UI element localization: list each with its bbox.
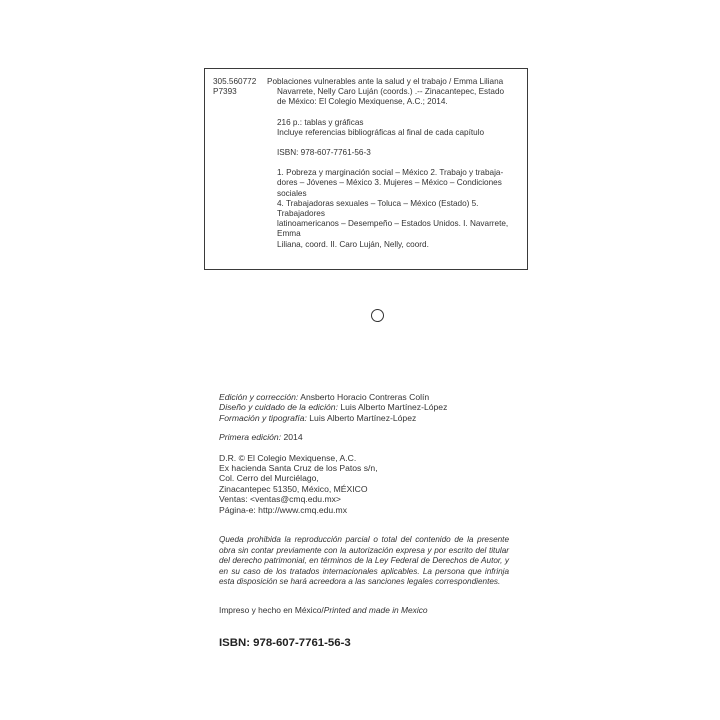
publisher-address [219, 453, 519, 515]
catalog-title-line: Poblaciones vulnerables ante la salud y el trabajo / Emma Liliana [267, 77, 504, 86]
credit-formacion-value: Luis Alberto Martínez-López [309, 412, 417, 423]
credits-section [219, 392, 519, 515]
catalog-title-cont-1: Navarrete, Nelly Caro Luján (coords.) .-- Zinacantepec, Estado [277, 87, 505, 97]
catalog-entry [267, 77, 521, 250]
publisher-sales-email: Ventas: <ventas@cmq.edu.mx> [219, 494, 341, 505]
catalog-subject-5: Liliana, coord. II. Caro Luján, Nelly, coord. [277, 239, 429, 249]
credit-diseno-value: Luis Alberto Martínez-López [340, 402, 448, 413]
printed-in-spanish: Impreso y hecho en México/ [219, 605, 324, 615]
printed-in-english: Printed and made in Mexico [323, 605, 428, 615]
catalog-subject-3: 4. Trabajadoras sexuales – Toluca – México (Estado) 5. Trabajadores [277, 198, 479, 219]
publisher-line-4: Zinacantepec 51350, México, MÉXICO [219, 483, 368, 494]
credit-edicion [219, 392, 519, 402]
call-number-block [213, 77, 273, 97]
catalog-pages: 216 p.: tablas y gráficas [277, 117, 364, 127]
publisher-line-2: Ex hacienda Santa Cruz de los Patos s/n, [219, 463, 378, 474]
credit-edicion-value: Ansberto Horacio Contreras Colín [300, 392, 430, 402]
credit-diseno-label: Diseño y cuidado de la edición: [219, 402, 338, 413]
call-number: 305.560772 [213, 77, 257, 86]
credit-diseno [219, 402, 519, 412]
credit-primera-value: 2014 [283, 432, 303, 443]
credit-edicion-label: Edición y corrección: [219, 392, 299, 402]
catalog-subject-4: latinoamericanos – Desempeño – Estados Unidos. I. Navarrete, Emma [277, 219, 509, 239]
publisher-line-3: Col. Cerro del Murciélago, [219, 473, 319, 484]
catalog-isbn: ISBN: 978-607-7761-56-3 [277, 148, 371, 158]
catalog-title-cont-2: de México: El Colegio Mexiquense, A.C.; 2014. [277, 97, 448, 107]
catalog-card [204, 68, 528, 270]
catalog-refs: Incluye referencias bibliográficas al final de cada capítulo [277, 127, 485, 137]
publisher-line-1: D.R. © El Colegio Mexiquense, A.C. [219, 452, 357, 463]
publisher-website: Página-e: http://www.cmq.edu.mx [219, 504, 348, 515]
cutter-number: P7393 [213, 87, 237, 97]
printed-in [219, 605, 428, 615]
card-hole-icon [371, 309, 384, 322]
catalog-subject-2: dores – Jóvenes – México 3. Mujeres – México – Condiciones sociales [277, 178, 502, 198]
catalog-subject-1: 1. Pobreza y marginación social – México 2. Trabajo y trabaja- [277, 168, 504, 178]
credit-formacion-label: Formación y tipografía: [219, 412, 307, 423]
credit-primera-label: Primera edición: [219, 432, 282, 443]
legal-notice: Queda prohibida la reproducción parcial o total del contenido de la presente obra sin contar previamente con la autorización expresa y por escrito del titular del derecho patrimonial, en términos de la Ley Federal de Derechos de Autor, y en su caso de los tratados internacionales aplicables. La persona que infrinja esta disposición se hará acreedora a las sanciones legales correspondientes. [219, 535, 509, 587]
isbn-footer: ISBN: 978-607-7761-56-3 [219, 637, 351, 649]
credit-formacion [219, 413, 519, 423]
credit-primera-edicion [219, 432, 519, 442]
